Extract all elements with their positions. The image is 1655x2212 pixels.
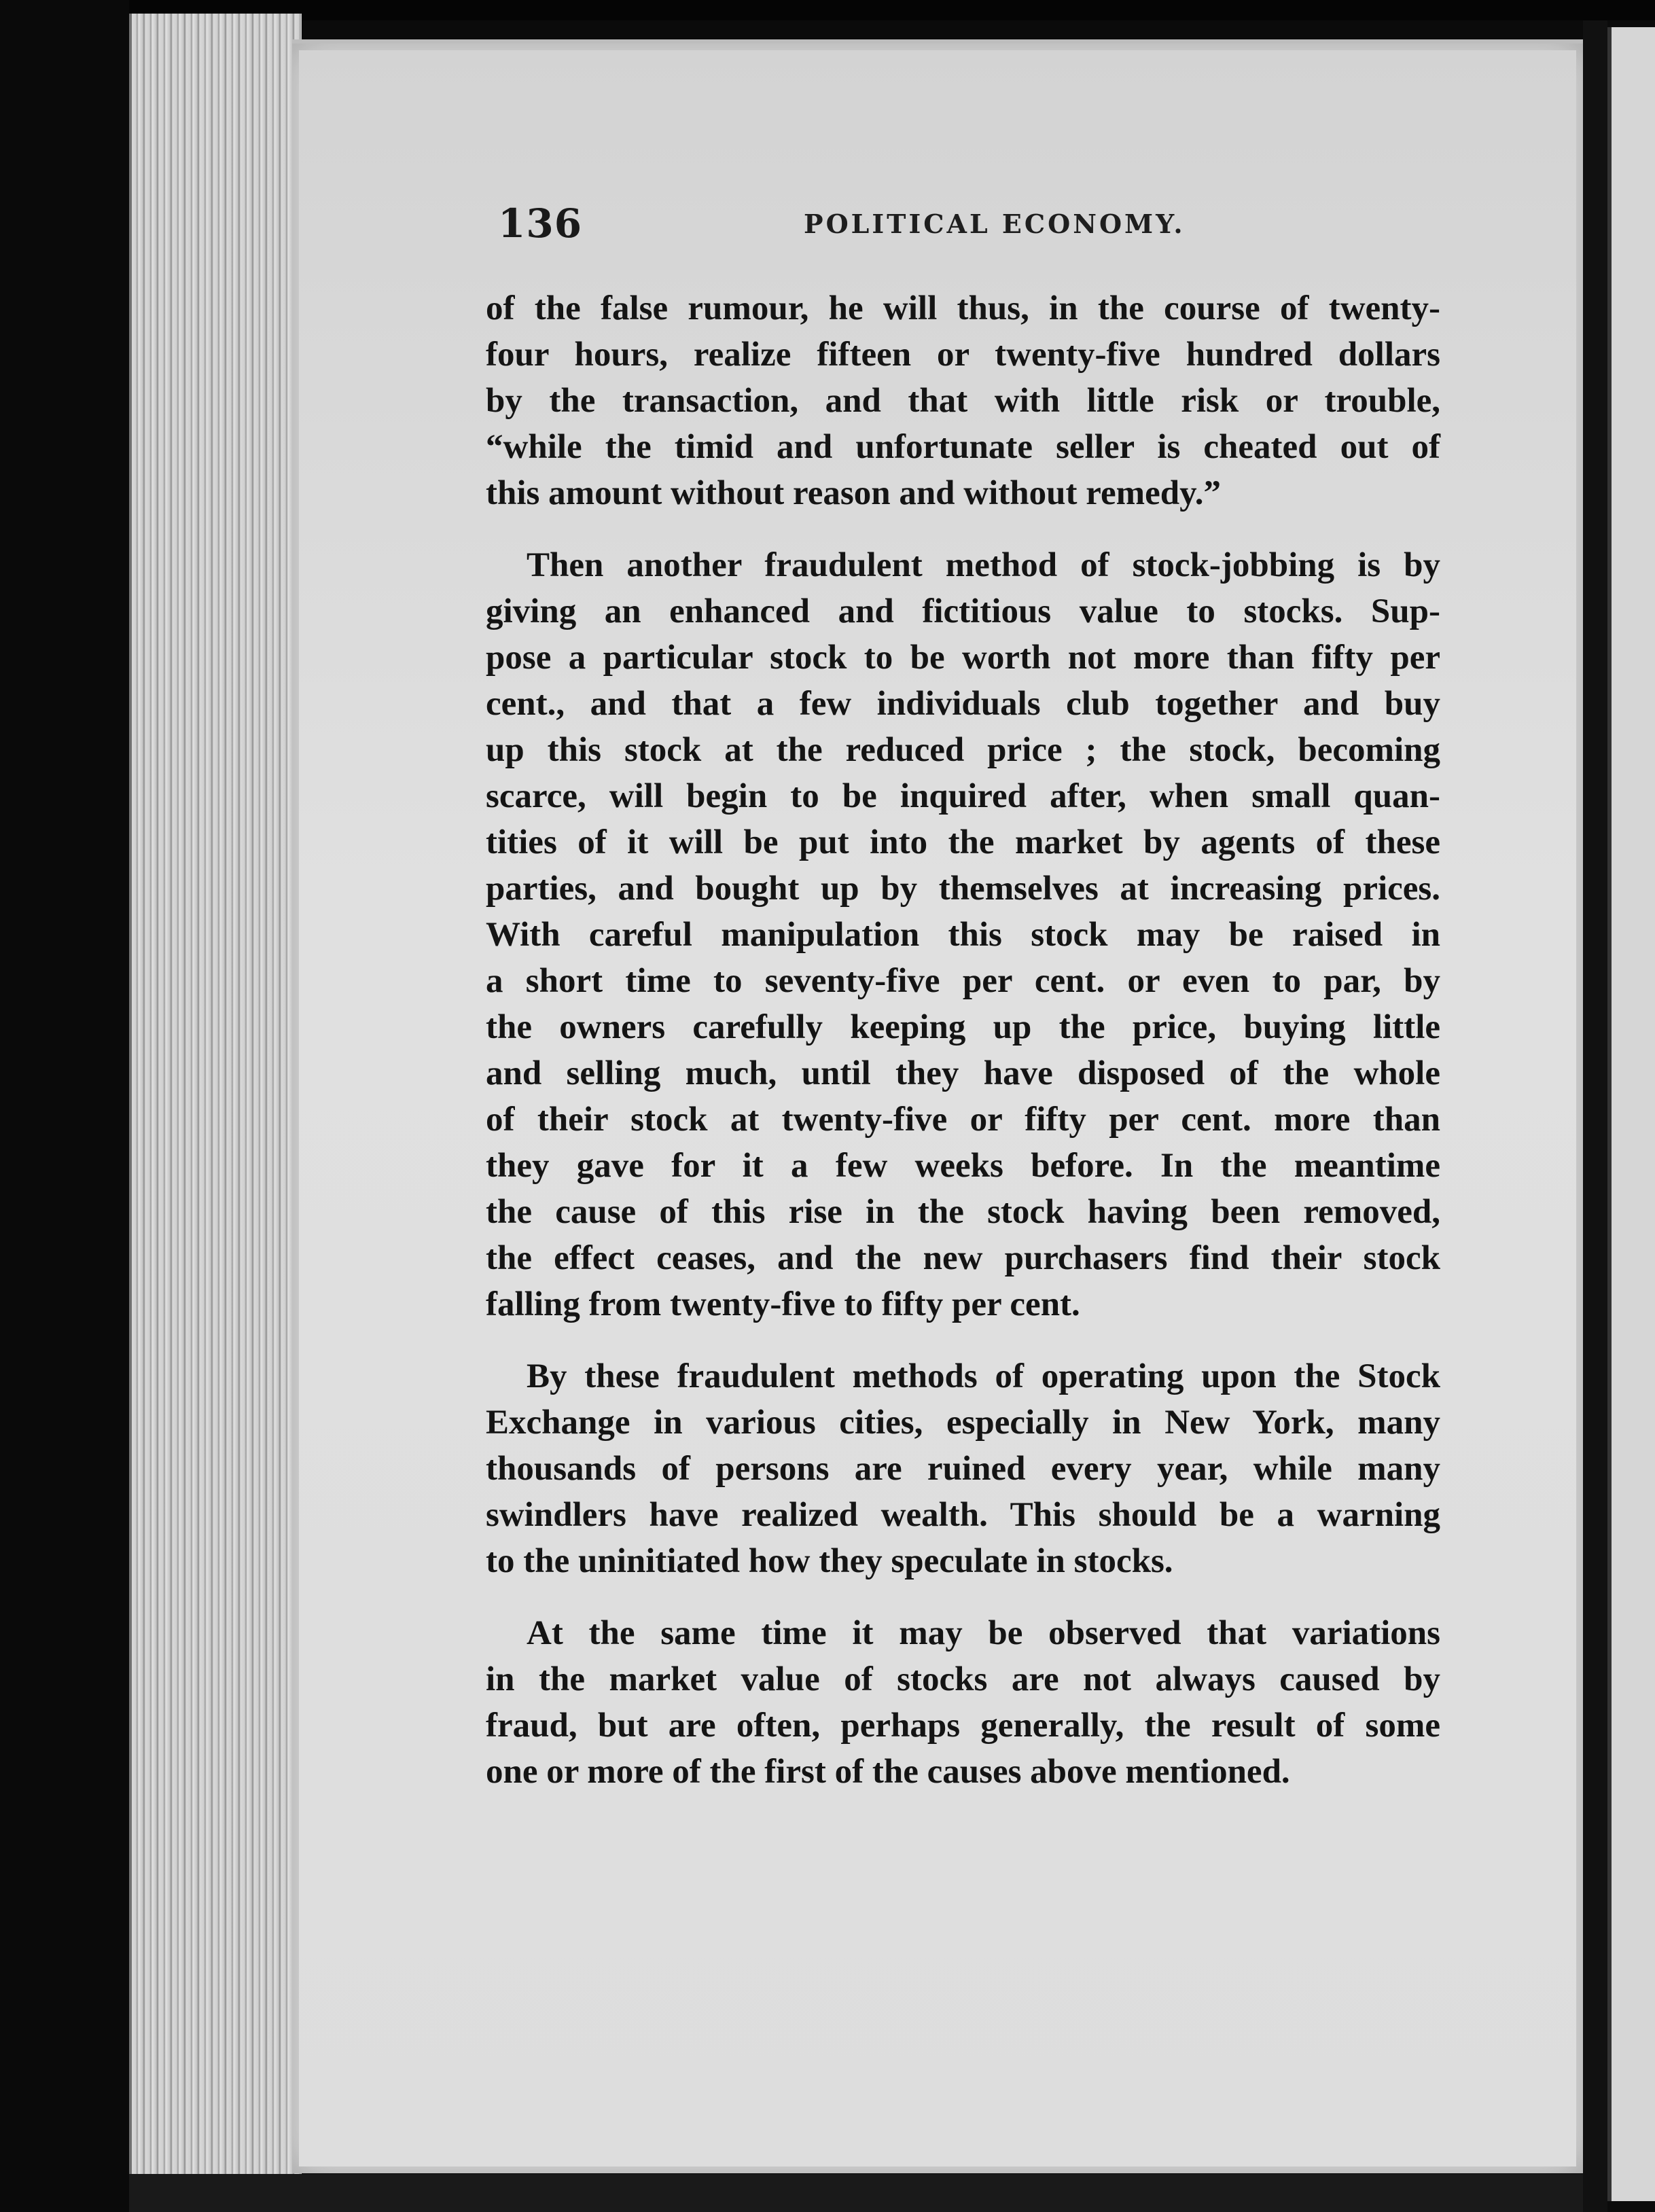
text-line: With careful manipulation this stock may be raised in [486, 916, 1440, 954]
running-head: POLITICAL ECONOMY. [804, 209, 1186, 239]
facing-page-edge [1607, 27, 1655, 2201]
book-page-edges [129, 14, 302, 2188]
text-line: to the uninitiated how they speculate in stocks. [486, 1542, 1173, 1580]
text-line: they gave for it a few weeks before. In the meantime [486, 1147, 1440, 1185]
text-line: tities of it will be put into the market by agents of these [486, 823, 1440, 861]
text-line: of the false rumour, he will thus, in the course of twenty- [486, 289, 1440, 327]
text-line: the cause of this rise in the stock having been removed, [486, 1193, 1440, 1231]
paragraph-2 [486, 542, 1440, 1327]
book-binding [1583, 20, 1607, 2212]
scan-border-bottom [129, 2174, 1583, 2212]
text-line: cent., and that a few individuals club together and buy [486, 685, 1440, 723]
text-line: Exchange in various cities, especially in New York, many [486, 1404, 1440, 1442]
text-line: by the transaction, and that with little risk or trouble, [486, 382, 1440, 420]
text-line: pose a particular stock to be worth not more than fifty per [486, 639, 1440, 677]
text-line: scarce, will begin to be inquired after, when small quan- [486, 777, 1440, 815]
paragraph-1 [486, 285, 1440, 516]
text-line: At the same time it may be observed that variations [527, 1614, 1440, 1652]
text-line: a short time to seventy-five per cent. or even to par, by [486, 962, 1440, 1000]
paragraph-4 [486, 1610, 1440, 1795]
text-line: of their stock at twenty-five or fifty per cent. more than [486, 1101, 1440, 1139]
text-line: swindlers have realized wealth. This should be a warning [486, 1496, 1440, 1534]
text-line: parties, and bought up by themselves at increasing prices. [486, 870, 1440, 908]
text-line: and selling much, until they have disposed of the whole [486, 1054, 1440, 1092]
body-text [486, 285, 1440, 1821]
scan-border-left [0, 0, 129, 2212]
text-line: Then another fraudulent method of stock-jobbing is by [527, 546, 1440, 584]
text-line: the owners carefully keeping up the price, buying little [486, 1008, 1440, 1046]
text-line: giving an enhanced and fictitious value to stocks. Sup- [486, 592, 1440, 630]
text-line: this amount without reason and without remedy.” [486, 474, 1222, 512]
text-line: up this stock at the reduced price ; the stock, becoming [486, 731, 1440, 769]
page-header [498, 200, 1442, 255]
text-line: fraud, but are often, perhaps generally, the result of some [486, 1707, 1440, 1745]
page-number: 136 [498, 200, 583, 247]
text-line: thousands of persons are ruined every year, while many [486, 1450, 1440, 1488]
paragraph-3 [486, 1353, 1440, 1584]
text-line: By these fraudulent methods of operating upon the Stock [527, 1357, 1440, 1395]
text-line: four hours, realize fifteen or twenty-five hundred dollars [486, 336, 1440, 374]
text-line: falling from twenty-five to fifty per cent. [486, 1285, 1080, 1323]
text-line: “while the timid and unfortunate seller is cheated out of [486, 428, 1440, 466]
text-line: in the market value of stocks are not always caused by [486, 1660, 1440, 1698]
text-line: the effect ceases, and the new purchasers find their stock [486, 1239, 1440, 1277]
text-line: one or more of the first of the causes above mentioned. [486, 1753, 1290, 1791]
